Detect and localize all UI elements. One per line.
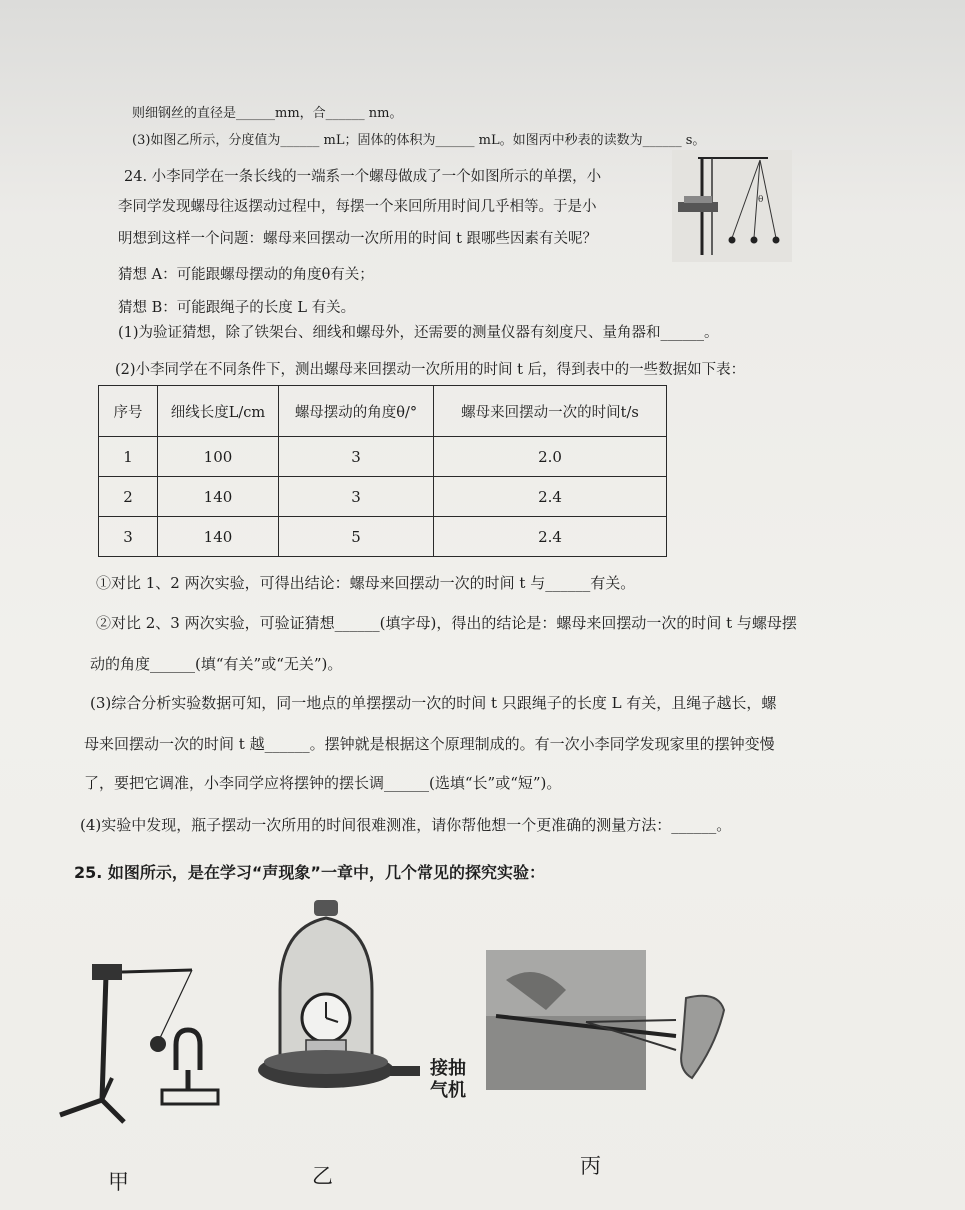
table-cell: 2.0: [434, 437, 667, 477]
text-line-q25-intro: 25. 如图所示，是在学习“声现象”一章中，几个常见的探究实验：: [74, 863, 545, 882]
table-row: [99, 437, 667, 477]
text-line-hypothesis-b: 猜想 B：可能跟绳子的长度 L 有关。: [118, 300, 356, 316]
text-line-adjust-length: 了，要把它调准，小李同学应将摆钟的摆长调______(选填“长”或“短”)。: [84, 774, 562, 792]
text-line-angle-relation: 动的角度______(填“有关”或“无关”)。: [90, 655, 343, 673]
table-cell: 2.4: [434, 477, 667, 517]
table-cell: 100: [158, 437, 279, 477]
table-cell: 1: [99, 437, 158, 477]
text-line-compare-1-2: ①对比 1、2 两次实验，可得出结论：螺母来回摆动一次的时间 t 与______有关。: [96, 574, 636, 592]
table-cell: 140: [158, 517, 279, 557]
text-line-pendulum-clock: 母来回摆动一次的时间 t 越______。摆钟就是根据这个原理制成的。有一次小李同学发现家里的摆钟变慢: [84, 735, 775, 753]
tuning-fork-figure: [52, 950, 252, 1130]
text-line-compare-2-3: ②对比 2、3 两次实验，可验证猜想______(填字母)，得出的结论是：螺母来回摆动一次的时间 t 与螺母摆: [96, 614, 797, 632]
svg-text:θ: θ: [758, 195, 764, 205]
text-line-diameter: 则细钢丝的直径是______mm，合______ nm。: [132, 106, 403, 121]
caption-yi: 乙: [312, 1164, 333, 1188]
table-header-row: [99, 386, 667, 437]
table-cell: 3: [99, 517, 158, 557]
pump-label: [430, 1058, 466, 1102]
table-cell: 2: [99, 477, 158, 517]
table-row: [99, 517, 667, 557]
table-header-cell: 细线长度L/cm: [158, 386, 279, 437]
table-header-cell: 螺母摆动的角度θ/°: [279, 386, 434, 437]
ruler-vibration-figure: [486, 950, 736, 1100]
table-row: [99, 477, 667, 517]
text-line-q24-part1: (1)为验证猜想，除了铁架台、细线和螺母外，还需要的测量仪器有刻度尺、量角器和______。: [118, 325, 719, 341]
table-header-cell: 序号: [99, 386, 158, 437]
caption-bing: 丙: [580, 1154, 601, 1178]
caption-jia: 甲: [108, 1170, 129, 1194]
text-line-q24-body-2: 明想到这样一个问题：螺母来回摆动一次所用的时间 t 跟哪些因素有关呢？: [118, 231, 598, 247]
table-cell: 2.4: [434, 517, 667, 557]
table-cell: 5: [279, 517, 434, 557]
experiment-data-table: [98, 385, 667, 557]
text-line-q24-part3: (3)综合分析实验数据可知，同一地点的单摆摆动一次的时间 t 只跟绳子的长度 L 有关，且绳子越长，螺: [90, 694, 777, 712]
pump-label-line-2: 气机: [430, 1080, 466, 1101]
text-line-q3-volume: (3)如图乙所示，分度值为______ mL；固体的体积为______ mL。如图丙中秒表的读数为______ s。: [132, 133, 706, 148]
bell-jar-figure: [250, 900, 430, 1130]
pendulum-figure: [672, 150, 792, 262]
pump-label-line-1: 接抽: [430, 1058, 466, 1079]
table-cell: 3: [279, 477, 434, 517]
text-line-q24-part4: (4)实验中发现，瓶子摆动一次所用的时间很难测准，请你帮他想一个更准确的测量方法：______。: [80, 816, 732, 834]
text-line-q24-intro: 24. 小李同学在一条长线的一端系一个螺母做成了一个如图所示的单摆，小: [124, 169, 602, 185]
text-line-q24-body-1: 李同学发现螺母往返摆动过程中，每摆一个来回所用时间几乎相等。于是小: [118, 199, 597, 215]
text-line-q24-part2: (2)小李同学在不同条件下，测出螺母来回摆动一次所用的时间 t 后，得到表中的一些数据如下表：: [115, 362, 746, 378]
table-header-cell: 螺母来回摆动一次的时间t/s: [434, 386, 667, 437]
table-cell: 3: [279, 437, 434, 477]
table-cell: 140: [158, 477, 279, 517]
text-line-hypothesis-a: 猜想 A：可能跟螺母摆动的角度θ有关；: [118, 267, 374, 283]
